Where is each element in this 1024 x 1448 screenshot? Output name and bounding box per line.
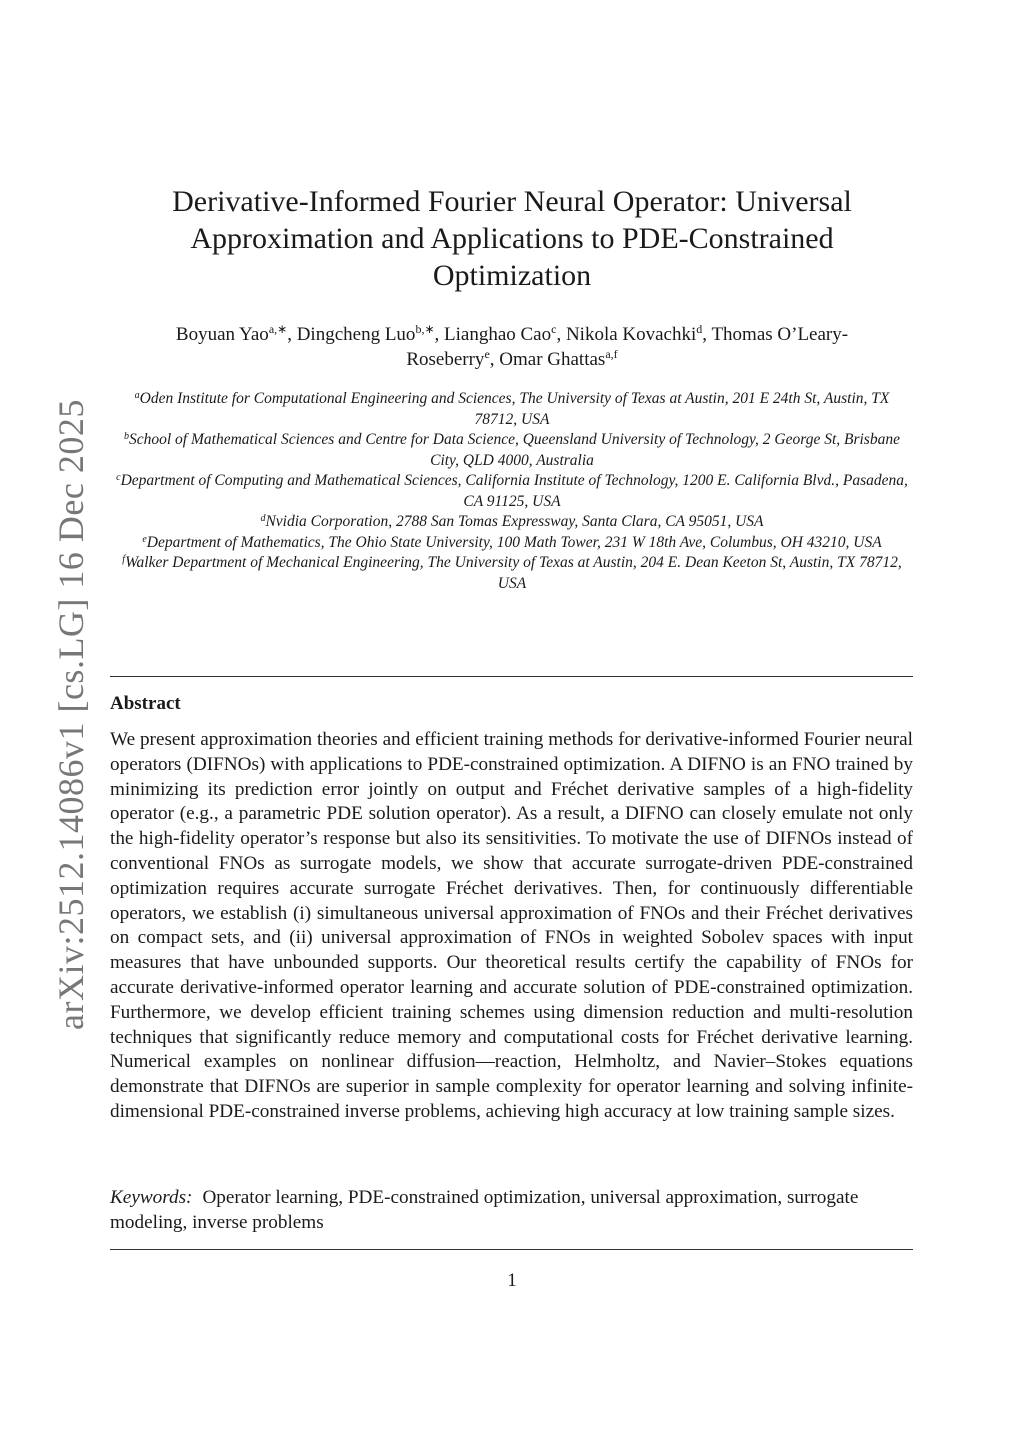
page-number: 1 bbox=[507, 1270, 517, 1291]
affiliation-item: $^e$Department of Mathematics, The Ohio State University, 100 Math Tower, 231 W 18th Ave, Columbus, OH 43210, USA bbox=[142, 533, 882, 551]
paper-title: Derivative-Informed Fourier Neural Operator: Universal Approximation and Applications to PDE-Constrained Optimization bbox=[172, 185, 852, 292]
keywords-label: Keywords: bbox=[110, 1187, 193, 1208]
abstract-heading: Abstract bbox=[110, 693, 181, 714]
author: Lianghao Cao$^c$ bbox=[444, 322, 557, 345]
affiliation-item: $^f$Walker Department of Mechanical Engineering, The University of Texas at Austin, 204 E. Dean Keeton St, Austin, TX 78712, USA bbox=[122, 554, 902, 592]
abstract-bottom-rule bbox=[110, 1249, 913, 1250]
arxiv-identifier-stamp: arXiv:2512.14086v1 [cs.LG] 16 Dec 2025 bbox=[51, 399, 91, 1030]
affiliation-item: $^c$Department of Computing and Mathematical Sciences, California Institute of Technology, 1200 E. California Blvd., Pasadena, CA 91125, USA bbox=[116, 472, 908, 510]
affiliation-item: $^a$Oden Institute for Computational Engineering and Sciences, The University of Texas at Austin, 201 E 24th St, Austin, TX 78712, USA bbox=[134, 390, 890, 428]
author: Nikola Kovachki$^d$ bbox=[565, 322, 703, 345]
abstract-text: We present approximation theories and efficient training methods for derivative-informed Fourier neural operators (DIFNOs) with applications to PDE-constrained optimization. A DIFNO is an FNO trained by minimizing its prediction error jointly on output and Fréchet derivative samples of a high-fidelity operator (e.g., a parametric PDE solution operator). As a result, a DIFNO can closely emulate not only the high-fidelity operator’s response but also its sensitivities. To motivate the use of DIFNOs instead of conventional FNOs as surrogate models, we show that accurate surrogate-driven PDE-constrained optimization requires accurate surrogate Fréchet derivatives. Then, for continuously differentiable operators, we establish (i) simultaneous universal approximation of FNOs and their Fréchet derivatives on compact sets, and (ii) universal approximation of FNOs in weighted Sobolev spaces with input measures that have unbounded supports. Our theoretical results certify the capability of FNOs for accurate derivative-informed operator learning and accurate solution of PDE-constrained optimization. Furthermore, we develop efficient training schemes using dimension reduction and multi-resolution techniques that significantly reduce memory and computational costs for Fréchet derivative learning. Numerical examples on nonlinear diffusion—reaction, Helmholtz, and Navier–Stokes equations demonstrate that DIFNOs are superior in sample complexity for operator learning and solving infinite-dimensional PDE-constrained inverse problems, achieving high accuracy at low training sample sizes. bbox=[110, 729, 913, 1122]
affiliation-item: $^d$Nvidia Corporation, 2788 San Tomas Expressway, Santa Clara, CA 95051, USA bbox=[260, 513, 764, 530]
affiliation-list bbox=[112, 389, 912, 594]
author-list: Boyuan Yao$^{a,∗}$, Dingcheng Luo$^{b,∗}$, Lianghao Cao$^c$, Nikola Kovachki$^d$, Thomas O’Leary-Roseberry$^e$, Omar Ghattas$^{a,f}$ bbox=[175, 322, 849, 370]
keywords-text: Operator learning, PDE-constrained optimization, universal approximation, surrogate modeling, inverse problems bbox=[110, 1187, 859, 1233]
affiliation-item: $^b$School of Mathematical Sciences and Centre for Data Science, Queensland University of Technology, 2 George St, Brisbane City, QLD 4000, Australia bbox=[124, 431, 900, 469]
author: Dingcheng Luo$^{b,∗}$ bbox=[296, 322, 435, 345]
author: Thomas O’Leary-Roseberry$^e$ bbox=[406, 324, 849, 370]
author: Boyuan Yao$^{a,∗}$ bbox=[175, 322, 288, 345]
abstract-top-rule bbox=[110, 676, 913, 677]
keywords bbox=[110, 1186, 913, 1236]
author: Omar Ghattas$^{a,f}$ bbox=[499, 347, 618, 370]
